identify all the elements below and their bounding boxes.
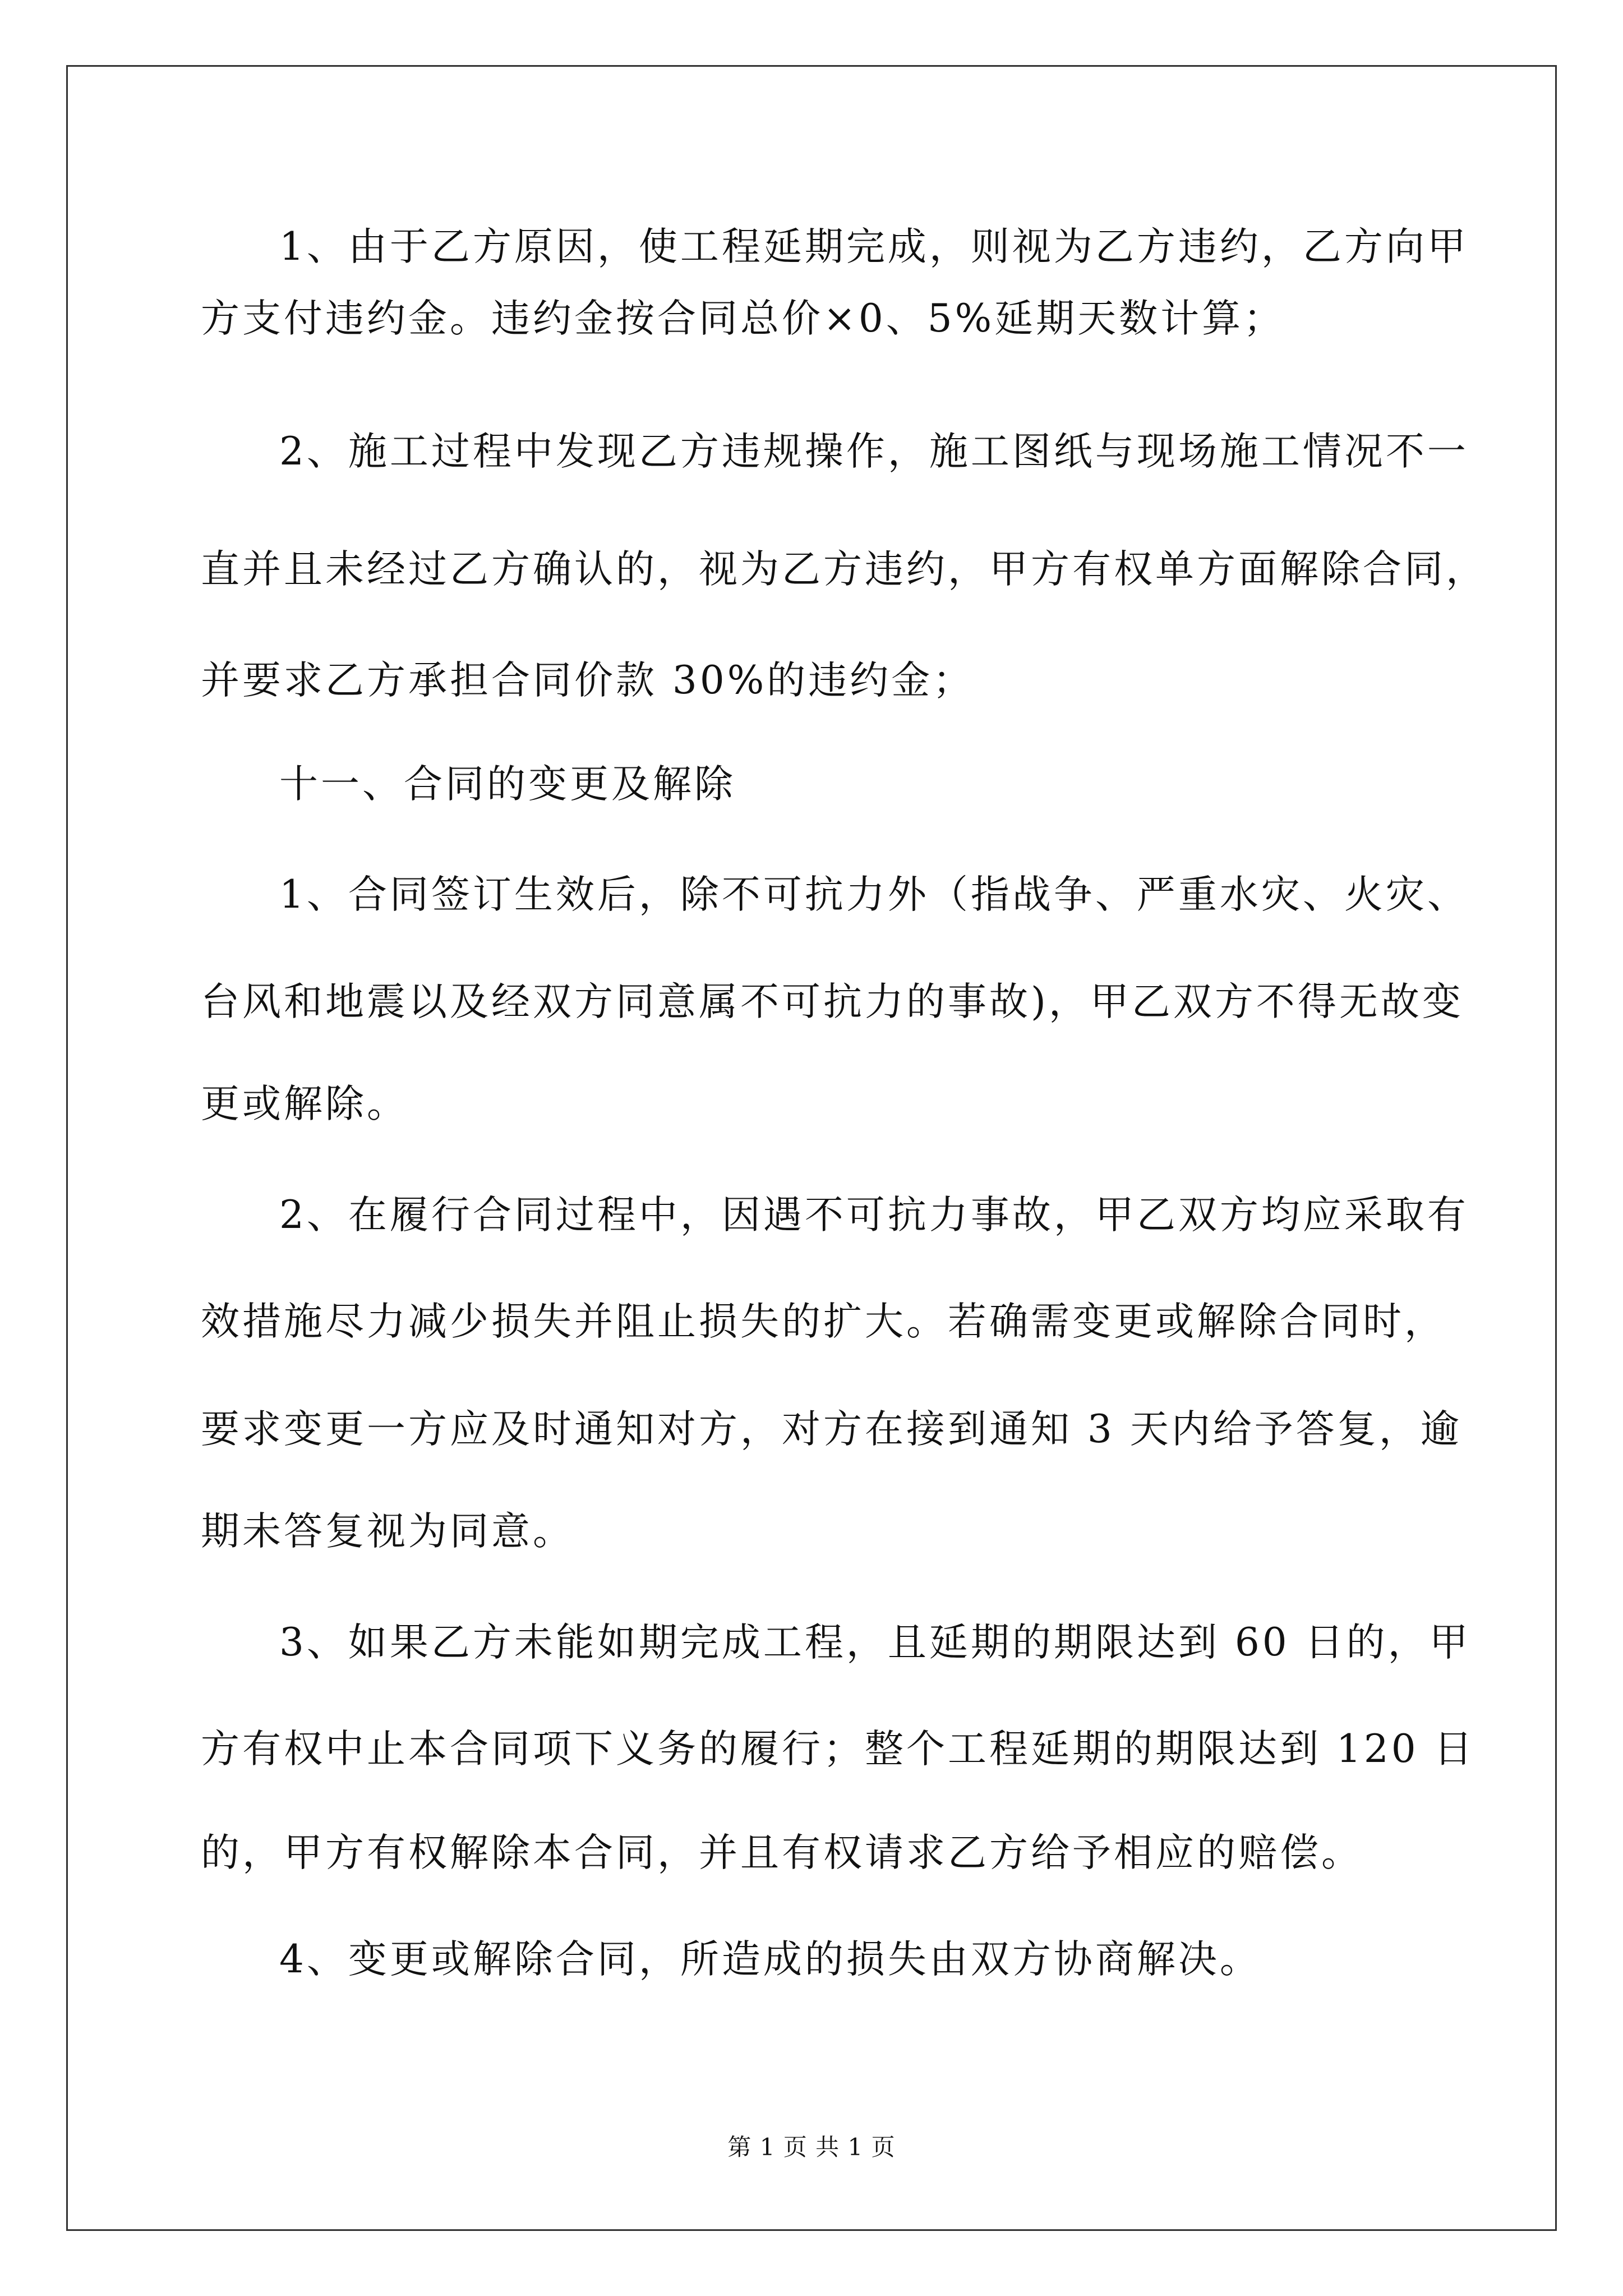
paragraph-4-line-4: 期未答复视为同意。 [201,1509,574,1554]
paragraph-4-line-2: 效措施尽力减少损失并阻止损失的扩大。若确需变更或解除合同时， [201,1299,1446,1344]
page-border [66,65,1557,2231]
paragraph-3-line-1: 1、合同签订生效后，除不可抗力外（指战争、严重水灾、火灾、 [279,872,1469,917]
paragraph-2-line-3: 并要求乙方承担合同价款 30%的违约金； [201,658,975,703]
paragraph-2-line-1: 2、施工过程中发现乙方违规操作，施工图纸与现场施工情况不一 [279,429,1469,474]
paragraph-2-line-2: 直并且未经过乙方确认的，视为乙方违约，甲方有权单方面解除合同， [201,547,1487,592]
paragraph-4-line-3: 要求变更一方应及时通知对方，对方在接到通知 3 天内给予答复，逾 [201,1407,1462,1452]
page-footer: 第 1 页 共 1 页 [727,2133,896,2161]
paragraph-6-line-1: 4、变更或解除合同，所造成的损失由双方协商解决。 [279,1937,1261,1982]
paragraph-5-line-3: 的，甲方有权解除本合同，并且有权请求乙方给予相应的赔偿。 [201,1830,1363,1875]
paragraph-5-line-2: 方有权中止本合同项下义务的履行；整个工程延期的期限达到 120 日 [201,1727,1476,1772]
section-heading: 十一、合同的变更及解除 [279,762,736,807]
paragraph-4-line-1: 2、在履行合同过程中，因遇不可抗力事故，甲乙双方均应采取有 [279,1193,1469,1237]
paragraph-1-line-2: 方支付违约金。违约金按合同总价×0、5%延期天数计算； [201,296,1285,341]
paragraph-1-line-1: 1、由于乙方原因，使工程延期完成，则视为乙方违约，乙方向甲 [279,224,1469,269]
paragraph-5-line-1: 3、如果乙方未能如期完成工程，且延期的期限达到 60 日的，甲 [279,1620,1471,1665]
paragraph-3-line-3: 更或解除。 [201,1082,408,1126]
paragraph-3-line-2: 台风和地震以及经双方同意属不可抗力的事故)，甲乙双方不得无故变 [201,979,1464,1024]
